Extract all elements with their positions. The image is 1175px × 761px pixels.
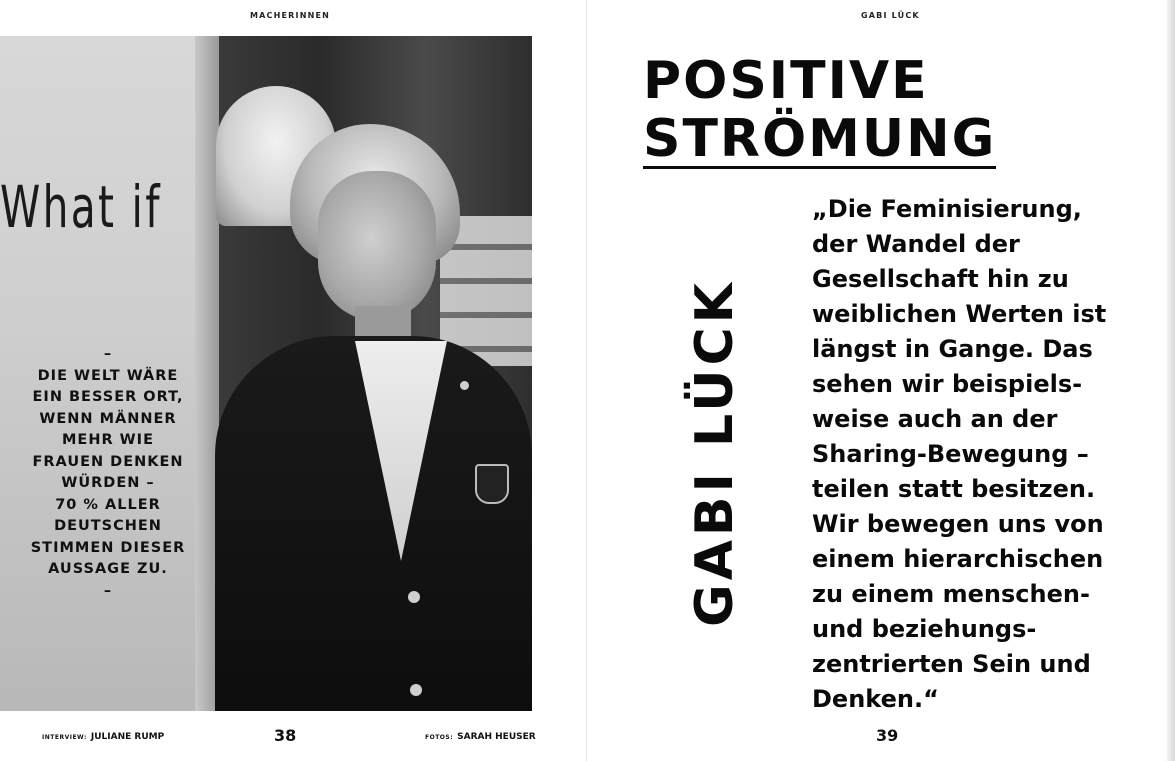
- pull-quote-line: FRAUEN DENKEN: [32, 453, 184, 470]
- quote-line: Wir bewegen uns von: [812, 510, 1104, 538]
- quote-line: teilen statt besitzen.: [812, 475, 1096, 503]
- pull-quote-line: WÜRDEN –: [61, 475, 155, 491]
- photo-button: [410, 684, 422, 696]
- credit-photos: [425, 732, 536, 742]
- credit-photos-label: FOTOS:: [425, 734, 454, 741]
- quote-line: Sharing-Bewegung –: [812, 440, 1089, 468]
- pull-quote-line: EIN BESSER ORT,: [32, 389, 184, 405]
- quote-line: weiblichen Werten ist: [812, 300, 1107, 328]
- headline-line-1: POSITIVE: [643, 51, 929, 111]
- pull-quote-line: DEUTSCHEN: [54, 518, 162, 534]
- page-number-left: 38: [274, 726, 297, 745]
- headline-line-2: STRÖMUNG: [643, 109, 997, 169]
- quote-line: Gesellschaft hin zu: [812, 265, 1069, 293]
- photo-badge: [475, 464, 509, 504]
- vertical-name: [687, 280, 743, 625]
- left-page: [0, 0, 587, 761]
- running-head-left: MACHERINNEN: [250, 11, 331, 20]
- quote-line: Denken.“: [812, 685, 939, 713]
- photo-face: [318, 171, 436, 321]
- quote-line: und beziehungs-: [812, 615, 1037, 643]
- credit-interview-label: INTERVIEW:: [42, 734, 87, 741]
- quote-line: zentrierten Sein und: [812, 650, 1091, 678]
- photo-pin: [460, 381, 469, 390]
- quote-line: einem hierarchischen: [812, 545, 1104, 573]
- quote-line: längst in Gange. Das: [812, 335, 1093, 363]
- pull-quote-line: STIMMEN DIESER: [30, 539, 186, 556]
- credit-photos-name: SARAH HEUSER: [457, 732, 536, 742]
- quote-line: weise auch an der: [812, 405, 1058, 433]
- pull-quote-line: DIE WELT WÄRE: [37, 367, 179, 384]
- pull-quote-line: AUSSAGE ZU.: [48, 561, 168, 577]
- quote-line: sehen wir beispiels-: [812, 370, 1083, 398]
- pull-quote-line: MEHR WIE: [62, 432, 154, 448]
- pull-quote-line: –: [103, 582, 113, 599]
- right-page: [587, 0, 1175, 761]
- photo-button: [408, 591, 420, 603]
- page-number-right: 39: [876, 726, 899, 745]
- quote-line: „Die Feminisierung,: [812, 195, 1082, 223]
- pull-quote-line: 70 % ALLER: [55, 496, 161, 513]
- pull-quote: [14, 344, 202, 602]
- headline: [643, 52, 996, 169]
- pull-quote-line: –: [103, 346, 113, 362]
- credit-interview-name: JULIANE RUMP: [90, 732, 165, 742]
- quote-line: zu einem menschen-: [812, 580, 1090, 608]
- running-head-right: GABI LÜCK: [861, 11, 920, 20]
- page-edge: [1167, 0, 1175, 761]
- quote-line: der Wandel der: [812, 230, 1020, 258]
- vertical-name-text: GABI LÜCK: [685, 278, 745, 627]
- credit-interview: [42, 732, 164, 742]
- photo-sign-text: What if: [0, 173, 162, 241]
- pull-quote-line: WENN MÄNNER: [39, 410, 177, 427]
- interview-quote: [812, 192, 1147, 717]
